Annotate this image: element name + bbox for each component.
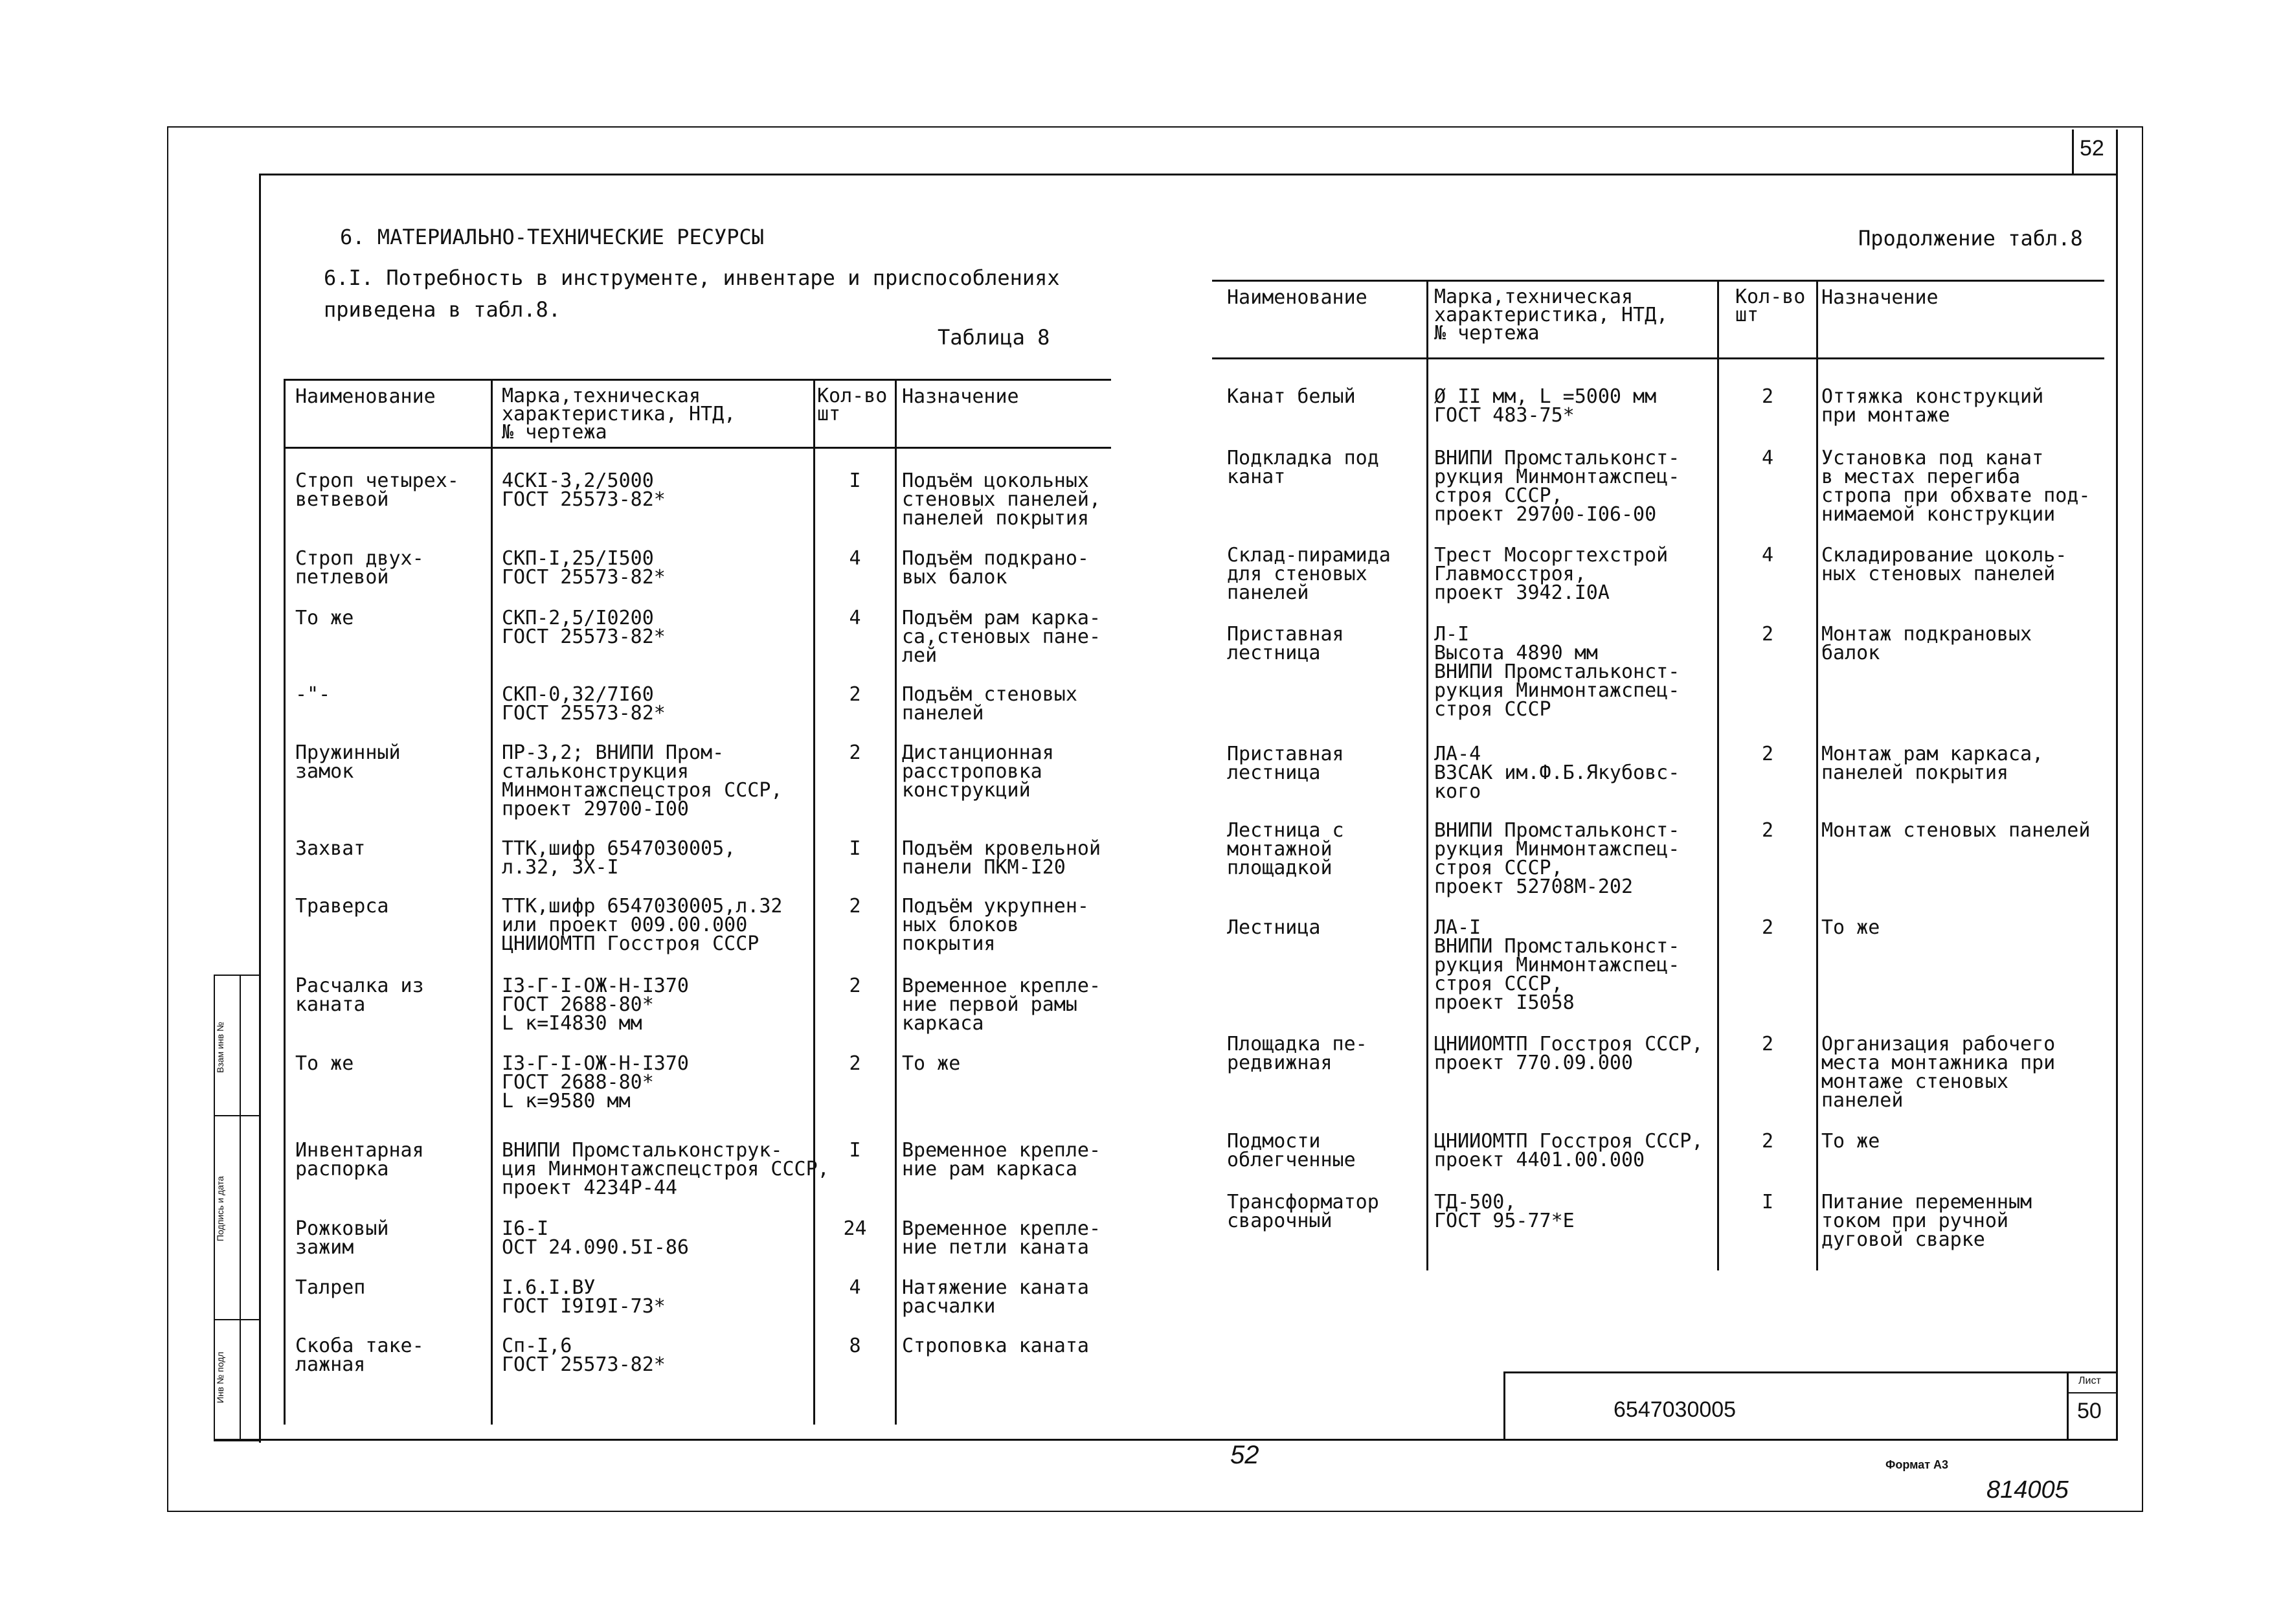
left-row-name: Пружинный замок	[295, 741, 401, 783]
left-row-qty: 2	[849, 975, 861, 997]
right-row-name: Приставная лестница	[1227, 743, 1344, 784]
left-row-name: Строп четырех- ветвевой	[295, 469, 459, 511]
right-row-name: Площадка пе- редвижная	[1227, 1033, 1367, 1074]
right-row-mark: Ø II мм, L =5000 мм ГОСТ 483-75*	[1434, 385, 1657, 427]
left-row-mark: I6-I ОСТ 24.090.5I-86	[502, 1217, 689, 1259]
sheet-label: Лист	[2078, 1375, 2101, 1386]
left-row-qty: 2	[849, 741, 861, 764]
left-row-mark: 4СКI-3,2/5000 ГОСТ 25573-82*	[502, 469, 666, 511]
handwritten-code: 814005	[1986, 1476, 2069, 1504]
side-label-inv: Инв № подл	[215, 1351, 225, 1403]
left-row-purpose: Подъём кровельной панели ПКМ-I20	[902, 837, 1101, 879]
left-row-mark: ТТК,шифр 6547030005,л.32 или проект 009.00.000 ЦНИИОМТП Госстроя СССР	[502, 895, 783, 955]
format-label: Формат А3	[1885, 1458, 1949, 1471]
right-row-qty: 2	[1761, 623, 1774, 646]
right-row-purpose: Питание переменным током при ручной дуговой сварке	[1821, 1191, 2032, 1251]
right-row-qty: 4	[1761, 544, 1774, 567]
left-row-purpose: Подъём рам карка- са,стеновых пане- лей	[902, 607, 1101, 667]
left-row-name: Инвентарная распорка	[295, 1139, 424, 1180]
right-row-mark: ВНИПИ Промстальконст- рукция Минмонтажспец- строя СССР, проект 52708М-202	[1434, 819, 1680, 898]
right-row-mark: ВНИПИ Промстальконст- рукция Минмонтажспец- строя СССР, проект 29700-I06-00	[1434, 447, 1680, 526]
right-row-qty: I	[1761, 1191, 1774, 1213]
left-row-mark: СКП-I,25/I500 ГОСТ 25573-82*	[502, 547, 666, 589]
right-header-name: Наименование	[1227, 286, 1367, 309]
inner-frame-right	[2116, 130, 2118, 1441]
left-row-qty: 4	[849, 547, 861, 570]
right-row-name: Подкладка под канат	[1227, 447, 1379, 488]
frame-bottom	[167, 1511, 2143, 1512]
right-row-qty: 2	[1761, 385, 1774, 408]
right-row-name: Приставная лестница	[1227, 623, 1344, 664]
page-number-top: 52	[2080, 136, 2104, 161]
left-row-mark: ПР-3,2; ВНИПИ Пром- стальконструкция Минмонтажспецстроя СССР, проект 29700-I00	[502, 741, 783, 820]
left-row-purpose: Подъём стеновых панелей	[902, 683, 1077, 725]
left-row-name: То же	[295, 607, 354, 629]
right-row-name: Склад-пирамида для стеновых панелей	[1227, 544, 1391, 604]
left-row-name: Талреп	[295, 1276, 366, 1299]
left-row-purpose: Натяжение каната расчалки	[902, 1276, 1089, 1318]
left-row-qty: I	[849, 837, 861, 860]
right-row-purpose: Установка под канат в местах перегиба стропа при обхвате под- нимаемой конструкции	[1821, 447, 2091, 526]
left-row-qty: 2	[849, 895, 861, 918]
left-row-name: -"-	[295, 683, 331, 706]
right-row-purpose: Оттяжка конструкций при монтаже	[1821, 385, 2044, 427]
right-row-qty: 2	[1761, 819, 1774, 842]
section-heading: 6. МАТЕРИАЛЬНО-ТЕХНИЧЕСКИЕ РЕСУРСЫ	[340, 225, 765, 249]
left-row-mark: I3-Г-I-ОЖ-Н-I370 ГОСТ 2688-80* L к=I4830 мм	[502, 975, 689, 1035]
right-row-purpose: Организация рабочего места монтажника при монтаже стеновых панелей	[1821, 1033, 2056, 1112]
left-row-purpose: Временное крепле- ние рам каркаса	[902, 1139, 1101, 1180]
left-row-name: Траверса	[295, 895, 389, 918]
left-row-qty: 24	[843, 1217, 867, 1240]
right-header-mark: Марка,техническая характеристика, НТД, № чертежа	[1434, 286, 1669, 344]
left-row-mark: ВНИПИ Промстальконструк- ция Минмонтажспецстроя СССР, проект 4234Р-44	[502, 1139, 829, 1199]
frame-right	[2142, 126, 2143, 1512]
right-row-name: Трансформатор сварочный	[1227, 1191, 1379, 1232]
bottom-page-number: 52	[1230, 1441, 1259, 1469]
frame-top	[167, 126, 2143, 128]
sheet-number: 50	[2077, 1399, 2102, 1423]
left-row-mark: СКП-2,5/I0200 ГОСТ 25573-82*	[502, 607, 666, 648]
left-header-qty: Кол-во шт	[817, 385, 888, 425]
left-row-purpose: Временное крепле- ние первой рамы каркаса	[902, 975, 1101, 1035]
side-label-sign: Подпись и дата	[215, 1176, 225, 1241]
right-row-mark: ЛА-4 ВЗСАК им.Ф.Б.Якубовс- кого	[1434, 743, 1680, 803]
right-header-purpose: Назначение	[1821, 286, 1939, 309]
right-row-purpose: Монтаж подкрановых балок	[1821, 623, 2032, 664]
left-row-name: Строп двух- петлевой	[295, 547, 424, 589]
left-row-qty: I	[849, 1139, 861, 1162]
left-row-purpose: Строповка каната	[902, 1335, 1089, 1357]
left-row-mark: ТТК,шифр 6547030005, л.32, ЗХ-I	[502, 837, 736, 879]
left-row-name: Захват	[295, 837, 366, 860]
left-row-purpose: Подъём подкрано- вых балок	[902, 547, 1089, 589]
right-row-mark: ЦНИИОМТП Госстроя СССР, проект 770.09.000	[1434, 1033, 1704, 1074]
right-row-purpose: Монтаж рам каркаса, панелей покрытия	[1821, 743, 2044, 784]
page-number-box-divider	[2072, 130, 2074, 174]
left-row-qty: 4	[849, 1276, 861, 1299]
left-row-mark: Сп-I,6 ГОСТ 25573-82*	[502, 1335, 666, 1376]
left-row-qty: 4	[849, 607, 861, 629]
left-header-name: Наименование	[295, 385, 436, 408]
right-row-name: Лестница	[1227, 916, 1321, 939]
right-row-qty: 4	[1761, 447, 1774, 469]
intro-line-2: приведена в табл.8.	[324, 297, 561, 322]
right-row-qty: 2	[1761, 1033, 1774, 1055]
left-row-purpose: Подъём цокольных стеновых панелей, панелей покрытия	[902, 469, 1101, 530]
left-row-mark: I3-Г-I-ОЖ-Н-I370 ГОСТ 2688-80* L к=9580 мм	[502, 1052, 689, 1112]
right-row-purpose: Складирование цоколь- ных стеновых панелей	[1821, 544, 2067, 585]
right-row-qty: 2	[1761, 743, 1774, 765]
left-header-mark: Марка,техническая характеристика, НТД, № чертежа	[502, 385, 736, 444]
right-row-mark: ЛА-I ВНИПИ Промстальконст- рукция Минмонтажспец- строя СССР, проект I5058	[1434, 916, 1680, 1014]
continuation-title: Продолжение табл.8	[1858, 226, 2083, 251]
doc-code: 6547030005	[1614, 1397, 1737, 1422]
inner-frame-top	[259, 174, 2117, 175]
right-row-mark: ТД-500, ГОСТ 95-77*Е	[1434, 1191, 1575, 1232]
right-row-name: Лестница с монтажной площадкой	[1227, 819, 1344, 879]
right-row-mark: ЦНИИОМТП Госстроя СССР, проект 4401.00.000	[1434, 1130, 1704, 1171]
left-row-name: Рожковый зажим	[295, 1217, 389, 1259]
intro-line-1: 6.I. Потребность в инструменте, инвентаре и приспособлениях	[324, 265, 1060, 290]
right-row-mark: Трест Мосоргтехстрой Главмосстроя, проект 3942.I0А	[1434, 544, 1669, 604]
right-row-name: Канат белый	[1227, 385, 1356, 408]
left-row-qty: I	[849, 469, 861, 492]
right-row-purpose: Монтаж стеновых панелей	[1821, 819, 2091, 842]
right-row-purpose: То же	[1821, 1130, 1880, 1153]
left-row-purpose: Временное крепле- ние петли каната	[902, 1217, 1101, 1259]
left-row-qty: 8	[849, 1335, 861, 1357]
frame-left	[167, 126, 168, 1512]
right-row-mark: Л-I Высота 4890 мм ВНИПИ Промстальконст- рукция Минмонтажспец- строя СССР	[1434, 623, 1680, 721]
left-row-purpose: То же	[902, 1052, 961, 1075]
right-row-purpose: То же	[1821, 916, 1880, 939]
left-row-mark: СКП-0,32/7I60 ГОСТ 25573-82*	[502, 683, 666, 725]
side-stamp	[214, 975, 260, 1441]
left-header-purpose: Назначение	[902, 385, 1019, 408]
inner-frame-bottom	[214, 1439, 2117, 1441]
left-row-qty: 2	[849, 683, 861, 706]
left-row-qty: 2	[849, 1052, 861, 1075]
left-row-mark: I.6.I.ВУ ГОСТ I9I9I-73*	[502, 1276, 666, 1318]
right-row-name: Подмости облегченные	[1227, 1130, 1356, 1171]
side-label-replace: Взам инв №	[215, 1022, 225, 1073]
right-row-qty: 2	[1761, 916, 1774, 939]
left-row-name: Расчалка из каната	[295, 975, 424, 1016]
right-row-qty: 2	[1761, 1130, 1774, 1153]
right-header-qty: Кол-во шт	[1735, 286, 1806, 326]
left-row-purpose: Дистанционная расстроповка конструкций	[902, 741, 1054, 802]
table-title: Таблица 8	[938, 325, 1050, 350]
left-row-purpose: Подъём укрупнен- ных блоков покрытия	[902, 895, 1089, 955]
left-row-name: Скоба таке- лажная	[295, 1335, 424, 1376]
left-row-name: То же	[295, 1052, 354, 1075]
